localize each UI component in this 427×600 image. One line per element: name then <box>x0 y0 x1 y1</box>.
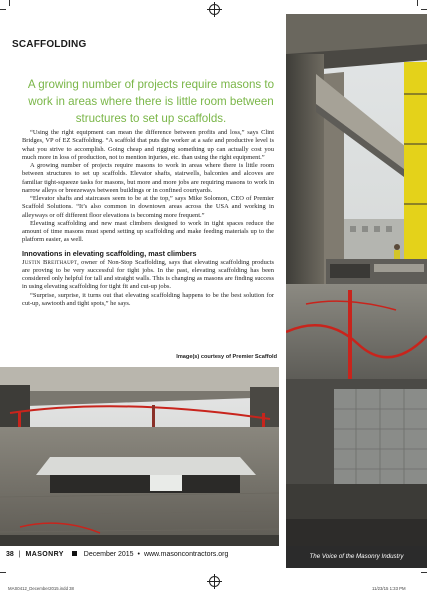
paragraph: “Using the right equipment can mean the difference between profits and loss,” says Clint Bridges, VP of EZ Scaffolding. “A scaffold that puts the worker at a safe and productive level is what you strive to accomplish. Going cheap and rigging something up can actually cost you much more in loss of production, not to mention injuries, etc. than using the right equipment.” <box>22 129 274 161</box>
lead-name: Justin Breithaupt <box>22 258 78 266</box>
crop-mark-icon <box>0 9 6 10</box>
photo-right <box>286 14 427 546</box>
footer-folio <box>6 551 228 558</box>
lead-text: , owner of Non-Stop Scaffolding, says that elevating scaffolding products are proving to be very successful for tight jobs. In the past, elevating scaffolding has been considered only helpful for tall and straight walls. This is changing as masons are finding success in using elevating scaffolding for tight fit and cut-up jobs. <box>22 258 274 291</box>
slug-filename: MAS0412_December2015.indd 38 <box>8 586 74 591</box>
crop-mark-icon <box>421 9 427 10</box>
crop-mark-icon <box>421 572 427 573</box>
photo-bottom <box>0 367 279 546</box>
paragraph: A growing number of projects require masons to work in areas where there is little room between structures to set up scaffolds. Elevator shafts, stairwells, balconies and alcoves are familiar tight-squeeze tasks for masons, but more and more jobs are requiring masons to work in narrow alleys or breezeways between buildings or in confined courtyards. <box>22 162 274 194</box>
footer-divider: | <box>18 551 21 558</box>
pull-quote: A growing number of projects require masons to work in areas where there is little room between structures to set up scaffolds. <box>27 78 275 125</box>
crop-mark-icon <box>417 0 418 6</box>
subhead: Innovations in elevating scaffolding, mast climbers <box>22 248 197 258</box>
image-credit: Image(s) courtesy of Premier Scaffold <box>176 354 277 360</box>
paragraph: “Elevator shafts and staircases seem to be at the top,” says Mike Solomon, CEO of Premier Scaffold Solutions. “It’s also common in downtown areas across the USA and working in alleyways or off different floor elevations is becoming more frequent.” <box>22 195 274 219</box>
paragraph: “Surprise, surprise, it turns out that elevating scaffolding happens to be the best solution for cut-up, sawtooth and tight spots,” he says. <box>22 291 274 307</box>
magazine-name: MASONRY <box>25 551 64 558</box>
article-body <box>22 129 274 308</box>
page-number: 38 <box>6 551 14 558</box>
crop-mark-icon <box>0 572 6 573</box>
issue-date: December 2015 <box>83 551 134 558</box>
scaffold-shaft-photo <box>286 14 427 546</box>
crop-mark-icon <box>9 0 10 6</box>
website[interactable]: www.masoncontractors.org <box>143 551 229 558</box>
square-bullet-icon <box>72 551 77 556</box>
registration-mark-icon-top <box>209 4 220 15</box>
paragraph: Elevating scaffolding and new mast climbers designed to work in tight spaces reduce the amount of time masons must spend setting up scaffolding and make feeding materials up to the platform easier, as well. <box>22 219 274 244</box>
slug-timestamp: 11/23/15 1:33 PM <box>372 586 406 591</box>
section-label: SCAFFOLDING <box>12 39 87 50</box>
footer-tagline: The Voice of the Masonry Industry <box>286 546 427 568</box>
registration-mark-icon-bottom <box>209 576 220 587</box>
bullet-separator: • <box>137 551 140 558</box>
elevator-shaft-photo <box>0 367 279 546</box>
paragraph <box>22 259 274 292</box>
page-footer <box>0 546 427 568</box>
